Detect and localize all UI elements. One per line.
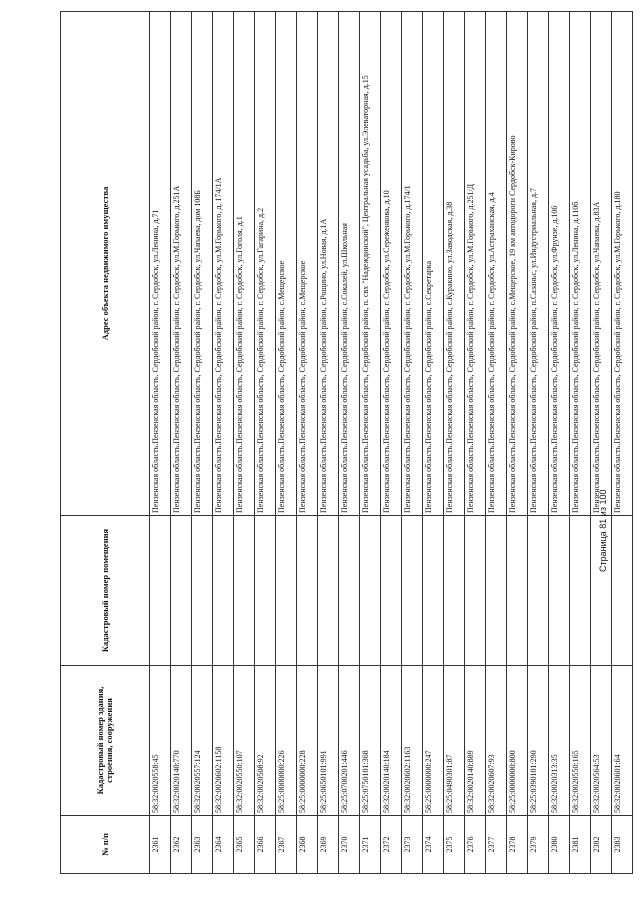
premises-cadastral-cell: [486, 516, 507, 666]
header-row: [61, 12, 150, 874]
premises-cadastral-cell: [297, 516, 318, 666]
building-cadastral-cell: 58:25:0000000:800: [507, 666, 528, 816]
row-num-cell: 2375: [444, 816, 465, 874]
address-cell: Пензенская область.Пензенская область, Сердобский район, г. Сердобск, ул.Фрунзе, д.106: [549, 12, 570, 516]
table-row: [507, 12, 528, 874]
address-cell: Пензенская область.Пензенская область, Сердобский район, п.Сазаньс, ул.Индустриальная, д.7: [528, 12, 549, 516]
premises-cadastral-cell: [360, 516, 381, 666]
row-num-cell: 2381: [570, 816, 591, 874]
table-row: [381, 12, 402, 874]
row-num-cell: 2376: [465, 816, 486, 874]
building-cadastral-cell: 58:32:0020558:45: [150, 666, 171, 816]
building-cadastral-cell: 58:32:0020601:64: [612, 666, 633, 816]
address-cell: Пензенская область.Пензенская область, Сердобский район, с.Куракино, ул.Заводская, д.38: [444, 12, 465, 516]
row-num-cell: 2364: [213, 816, 234, 874]
address-cell: Пензенская область.Пензенская область. Сердобский район, г. Сердобск, ул.Ленина, д.71: [150, 12, 171, 516]
premises-cadastral-cell: [234, 516, 255, 666]
table-row: [150, 12, 171, 874]
row-num-cell: 2368: [297, 816, 318, 874]
table-row: [423, 12, 444, 874]
table-row: [318, 12, 339, 874]
address-cell: Пензенская область.Пензенская область, Сердобский район, г. Сердобск, ул.М.Горького, д.180: [612, 12, 633, 516]
table-row: [213, 12, 234, 874]
address-cell: Пензенская область.Пензенская область, Сердобский район, с.Сокалей, ул.Школьная: [339, 12, 360, 516]
address-cell: Пензенская область.Пензенская область, Сердобский район, г. Сердобск, ул.Ленина, д.110б: [570, 12, 591, 516]
row-num-cell: 2373: [402, 816, 423, 874]
premises-cadastral-cell: [507, 516, 528, 666]
row-num-cell: 2378: [507, 816, 528, 874]
table-row: [444, 12, 465, 874]
row-num-cell: 2382: [591, 816, 612, 874]
table-row: [591, 12, 612, 874]
premises-cadastral-cell: [381, 516, 402, 666]
table-row: [402, 12, 423, 874]
building-cadastral-cell: 58:25:0390101:290: [528, 666, 549, 816]
premises-cadastral-cell: [171, 516, 192, 666]
row-num-cell: 2362: [171, 816, 192, 874]
table-row: [570, 12, 591, 874]
row-num-cell: 2379: [528, 816, 549, 874]
address-cell: Пензенская область.Пензенская область, Сердобский район, г. Сердобск, ул.М.Горького, д.251/Д: [465, 12, 486, 516]
premises-cadastral-cell: [465, 516, 486, 666]
table-row: [276, 12, 297, 874]
address-cell: Пензенская область.Пензенская область, Сердобский район, г. Сердобск, ул.Чапаева, д.83А: [591, 12, 612, 516]
building-cadastral-cell: 58:32:0020140:184: [381, 666, 402, 816]
row-num-cell: 2366: [255, 816, 276, 874]
row-num-cell: 2363: [192, 816, 213, 874]
table-row: [255, 12, 276, 874]
address-cell: Пензенская область.Пензенская область, Сердобский район, г. Сердобск, ул.М.Горького, д.174/1: [402, 12, 423, 516]
address-cell: Пензенская область.Пензенская область, Сердобский район, г. Сердобск, ул.Гагарина, д.2: [255, 12, 276, 516]
table-row: [528, 12, 549, 874]
table-row: [234, 12, 255, 874]
table-row: [360, 12, 381, 874]
building-cadastral-cell: 58:25:0000000:228: [297, 666, 318, 816]
table-row: [171, 12, 192, 874]
building-cadastral-cell: 58:25:0750101:368: [360, 666, 381, 816]
table-body: [150, 12, 633, 874]
address-cell: Пензенская область.Пензенская область, Сердобский район, г. Сердобск, ул.М.Горького, д. 174/1А: [213, 12, 234, 516]
building-cadastral-cell: 58:32:0020313:35: [549, 666, 570, 816]
row-num-cell: 2371: [360, 816, 381, 874]
row-num-cell: 2370: [339, 816, 360, 874]
table-row: [612, 12, 633, 874]
premises-cadastral-cell: [276, 516, 297, 666]
building-cadastral-cell: 58:32:0020550:107: [234, 666, 255, 816]
building-cadastral-cell: 58:25:0000000:247: [423, 666, 444, 816]
premises-cadastral-cell: [318, 516, 339, 666]
address-cell: Пензенская область.Пензенская область, Сердобский район, г. Сердобск, ул.М.Горького, д.251А: [171, 12, 192, 516]
premises-cadastral-cell: [213, 516, 234, 666]
address-cell: Пензенская область.Пензенская область, Сердобский район, г. Сердобск, ул.Гоголя, д.1: [234, 12, 255, 516]
premises-cadastral-cell: [402, 516, 423, 666]
address-cell: Пензенская область.Пензенская область, Сердобский район, г. Сердобск, ул.Астраханская, д.4: [486, 12, 507, 516]
building-cadastral-cell: 58:32:0020602:1163: [402, 666, 423, 816]
row-num-cell: 2367: [276, 816, 297, 874]
address-cell: Пензенская область.Пензенская область, Сердобский район, с.Мещерское, 19 км автодороги Сердобск-Кирово: [507, 12, 528, 516]
header-premises-cadastral: Кадастровый номер помещения: [61, 516, 150, 666]
building-cadastral-cell: 58:32:0020564:53: [591, 666, 612, 816]
table-row: [297, 12, 318, 874]
building-cadastral-cell: 58:32:0020140:770: [171, 666, 192, 816]
premises-cadastral-cell: [423, 516, 444, 666]
table-row: [339, 12, 360, 874]
building-cadastral-cell: 58:32:0020557:124: [192, 666, 213, 816]
address-cell: Пензенская область.Пензенская область, Сердобский район, с.Секретарка: [423, 12, 444, 516]
building-cadastral-cell: 58:32:0020550:165: [570, 666, 591, 816]
building-cadastral-cell: 58:25:0650101:991: [318, 666, 339, 816]
table-row: [486, 12, 507, 874]
premises-cadastral-cell: [255, 516, 276, 666]
row-num-cell: 2372: [381, 816, 402, 874]
row-num-cell: 2383: [612, 816, 633, 874]
row-num-cell: 2361: [150, 816, 171, 874]
property-table: [60, 11, 633, 874]
address-cell: Пензенская область.Пензенская область, Сердобский район, г. Сердобск, ул.Чапаева, дом 108Б: [192, 12, 213, 516]
row-num-cell: 2377: [486, 816, 507, 874]
header-num: № п/п: [61, 816, 150, 874]
building-cadastral-cell: 58:25:0700201:446: [339, 666, 360, 816]
address-cell: Пензенская область.Пензенская область, Сердобский район, с.Рощино, ул.Новая, д.1А: [318, 12, 339, 516]
table-row: [465, 12, 486, 874]
table-row: [549, 12, 570, 874]
building-cadastral-cell: 58:32:0020140:889: [465, 666, 486, 816]
page-footer: [598, 452, 618, 572]
premises-cadastral-cell: [339, 516, 360, 666]
header-building-cadastral: Кадастровый номер здания, строения, сооружения: [61, 666, 150, 816]
premises-cadastral-cell: [549, 516, 570, 666]
row-num-cell: 2365: [234, 816, 255, 874]
address-cell: Пензенская область.Пензенская область, Сердобский район, с.Мещерское: [297, 12, 318, 516]
address-cell: Пензенская область.Пензенская область, Сердобский район, г. Сердобск, ул.Сереженкова, д.10: [381, 12, 402, 516]
row-num-cell: 2374: [423, 816, 444, 874]
table-row: [192, 12, 213, 874]
building-cadastral-cell: 58:25:0000000:226: [276, 666, 297, 816]
page-number: Страница 81 из 100: [598, 489, 608, 572]
row-num-cell: 2369: [318, 816, 339, 874]
premises-cadastral-cell: [192, 516, 213, 666]
premises-cadastral-cell: [444, 516, 465, 666]
premises-cadastral-cell: [570, 516, 591, 666]
row-num-cell: 2380: [549, 816, 570, 874]
building-cadastral-cell: 58:25:0490301:87: [444, 666, 465, 816]
premises-cadastral-cell: [150, 516, 171, 666]
building-cadastral-cell: 58:32:0020602:1158: [213, 666, 234, 816]
address-cell: Пензенская область.Пензенская область, Сердобский район, с.Мещерское: [276, 12, 297, 516]
address-cell: Пензенская область.Пензенская область, Сердобский район, п. свх "Надеждинский", Центральная усадьба, ул.Элеваторная, д.15: [360, 12, 381, 516]
building-cadastral-cell: 58:32:0020607:93: [486, 666, 507, 816]
building-cadastral-cell: 58:32:0020508:92: [255, 666, 276, 816]
header-address: Адрес объекта недвижимого имущества: [61, 12, 150, 516]
premises-cadastral-cell: [528, 516, 549, 666]
